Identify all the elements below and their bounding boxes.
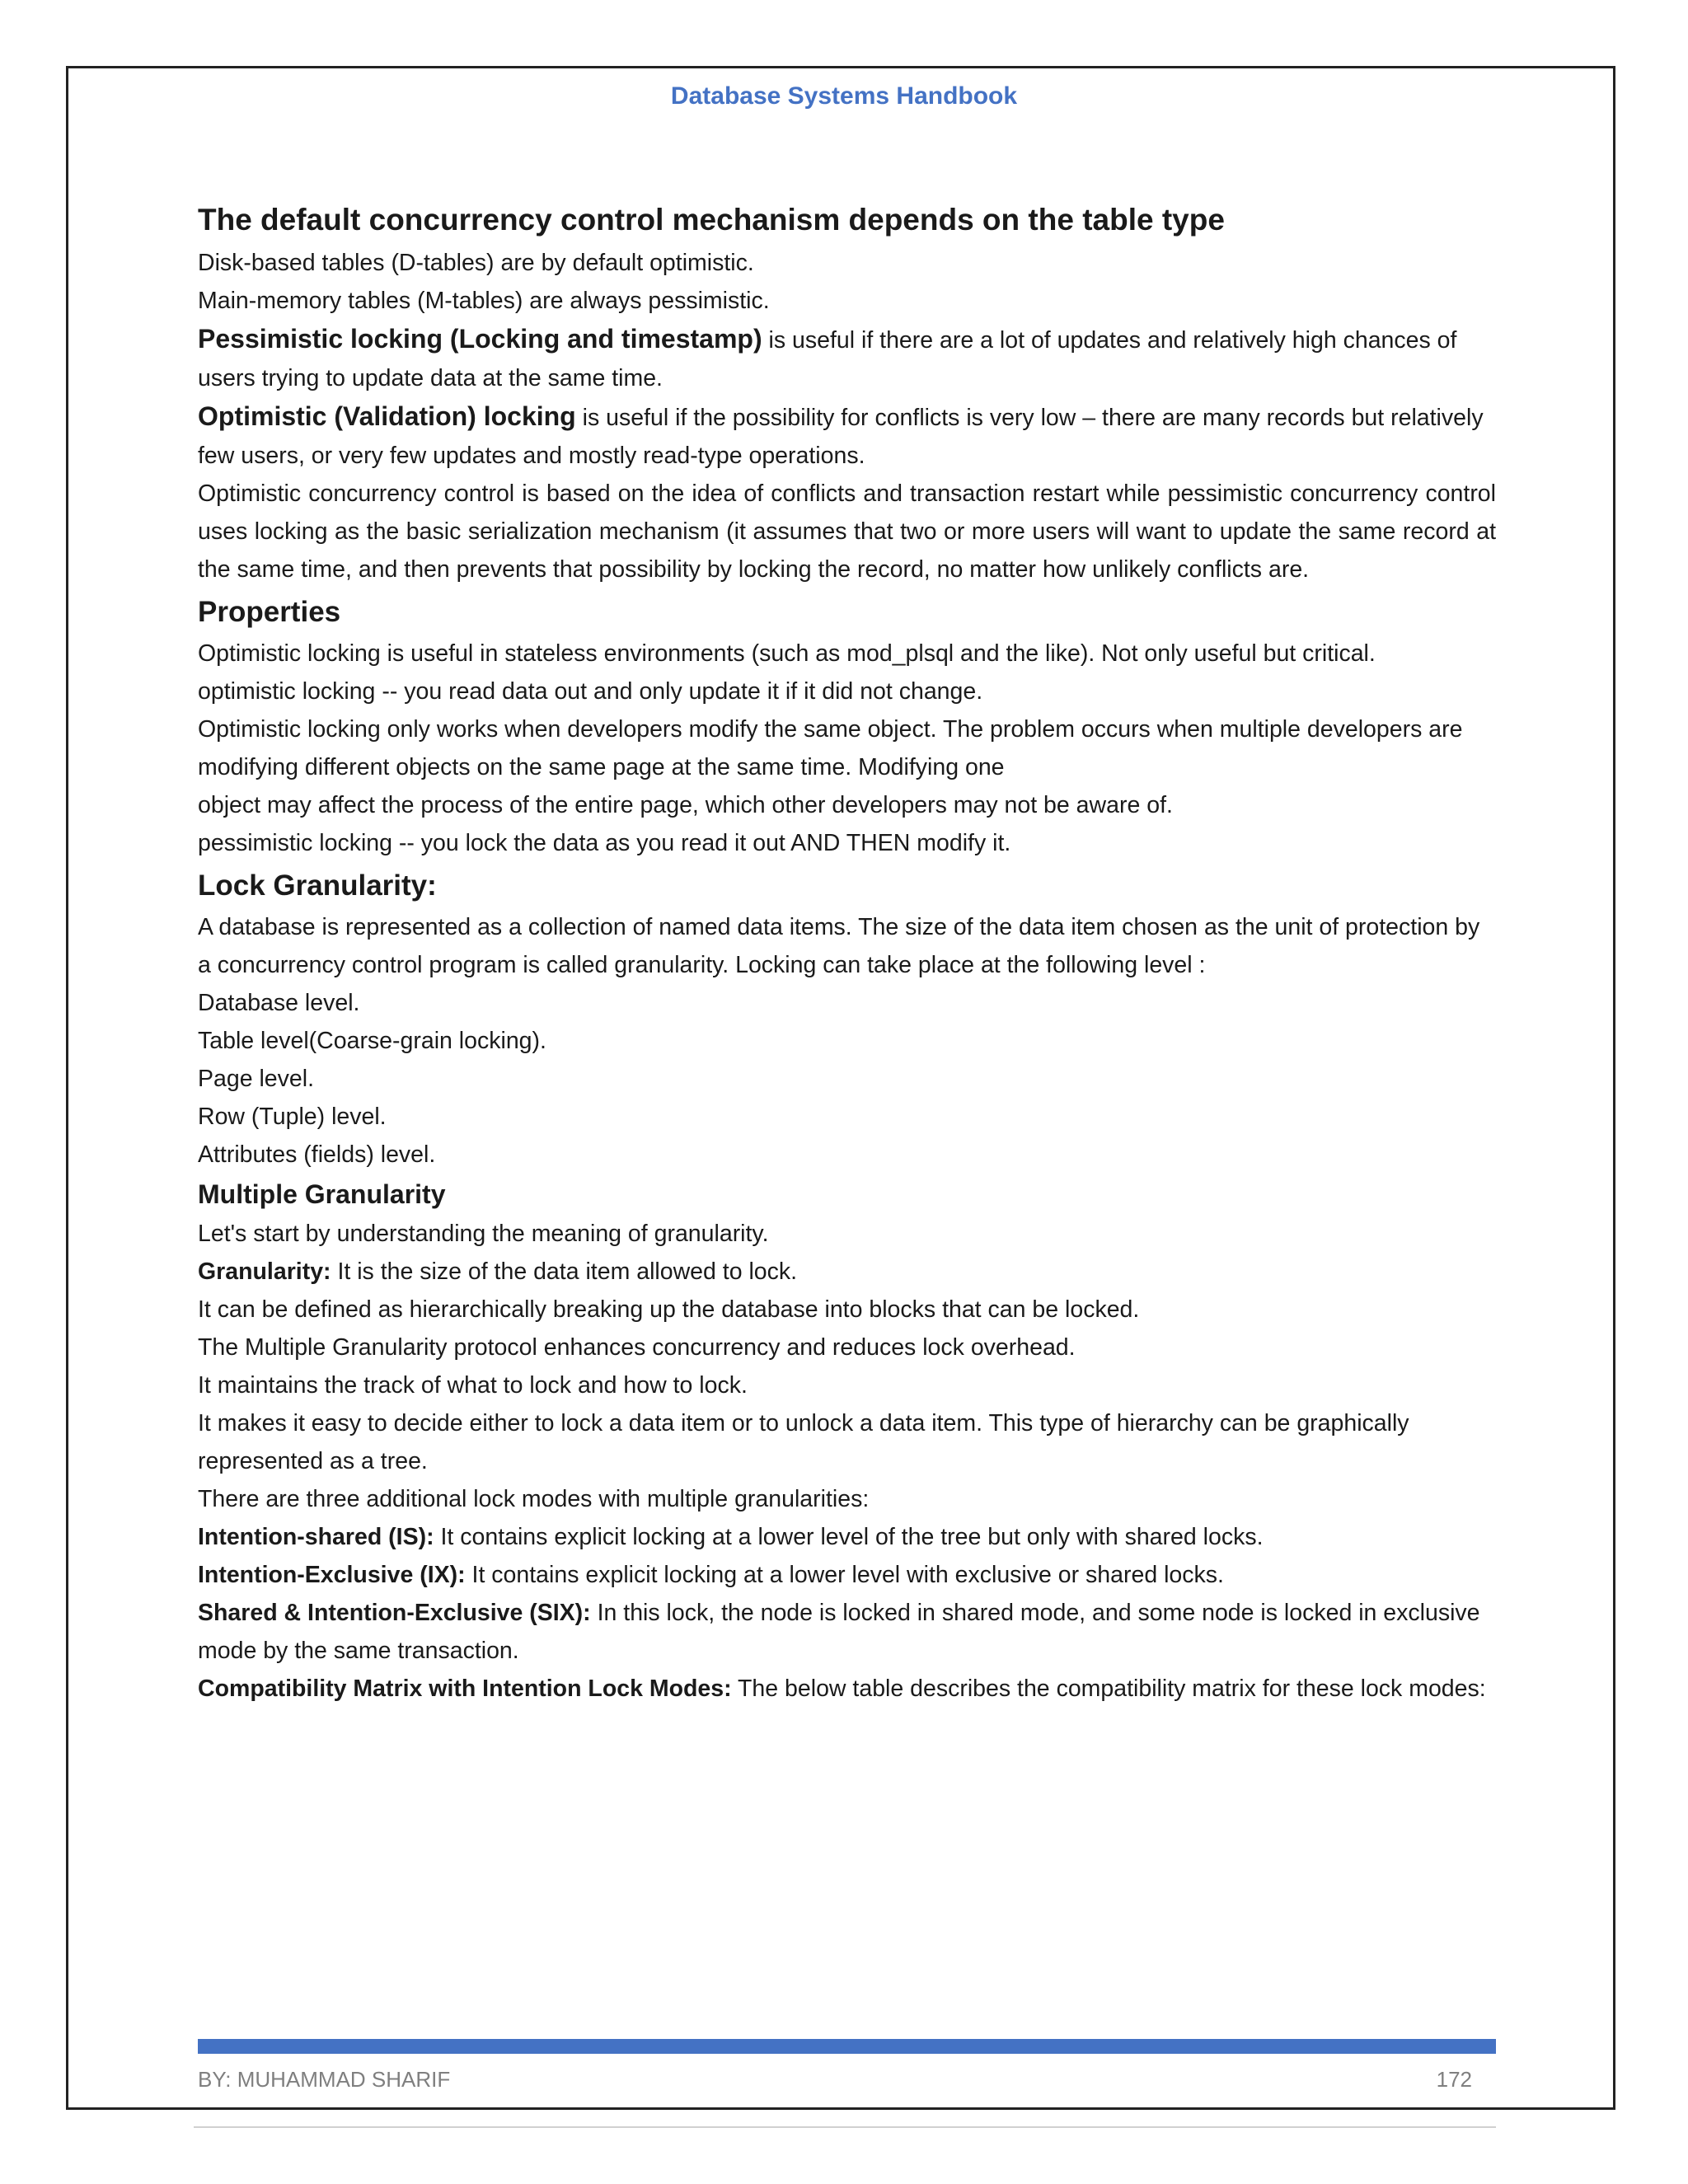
paragraph: optimistic locking -- you read data out and only update it if it did not change. <box>198 678 983 705</box>
paragraph: pessimistic locking -- you lock the data as you read it out AND THEN modify it. <box>198 830 1011 856</box>
paragraph: Main-memory tables (M-tables) are always pessimistic. <box>198 288 770 314</box>
list-item: Row (Tuple) level. <box>198 1104 387 1130</box>
paragraph-text: It is the size of the data item allowed to lock. <box>331 1258 798 1285</box>
term: Intention-shared (IS): <box>198 1524 434 1550</box>
paragraph: It makes it easy to decide either to lock a data item or to unlock a data item. This type of hierarchy can be graphically represented as a tree. <box>198 1410 1409 1474</box>
section-heading-default-concurrency: The default concurrency control mechanism depends on the table type <box>198 203 1225 237</box>
paragraph-text: It contains explicit locking at a lower level of the tree but only with shared locks. <box>434 1524 1264 1550</box>
list-item: Table level(Coarse-grain locking). <box>198 1028 546 1054</box>
paragraph: Disk-based tables (D-tables) are by default optimistic. <box>198 250 754 276</box>
paragraph: It can be defined as hierarchically breaking up the database into blocks that can be locked. <box>198 1296 1140 1323</box>
paragraph-granularity <box>198 1253 1496 1291</box>
term: Compatibility Matrix with Intention Lock Modes: <box>198 1675 732 1702</box>
paragraph: The Multiple Granularity protocol enhances concurrency and reduces lock overhead. <box>198 1334 1076 1361</box>
list-item: Database level. <box>198 990 360 1016</box>
footer-author: BY: MUHAMMAD SHARIF <box>198 2067 451 2092</box>
paragraph-text: is useful if the possibility for conflicts is very low – there are many records but relatively few users, or very few updates and mostly read-type operations. <box>198 405 1484 469</box>
term: Intention-Exclusive (IX): <box>198 1562 466 1588</box>
paragraph: Let's start by understanding the meaning of granularity. <box>198 1221 769 1247</box>
bottom-rule <box>194 2126 1496 2128</box>
section-heading-lock-granularity: Lock Granularity: <box>198 869 437 902</box>
paragraph-text: is useful if there are a lot of updates and relatively high chances of users trying to update data at the same time. <box>198 327 1457 391</box>
paragraph: Optimistic locking is useful in stateless environments (such as mod_plsql and the like). Not only useful but critical. <box>198 640 1376 667</box>
paragraph-ix <box>198 1556 1496 1594</box>
page-number: 172 <box>1436 2067 1472 2092</box>
paragraph-optimistic <box>198 397 1496 475</box>
paragraph: There are three additional lock modes with multiple granularities: <box>198 1486 870 1512</box>
section-heading-multiple-granularity: Multiple Granularity <box>198 1179 446 1209</box>
paragraph-text: It contains explicit locking at a lower level with exclusive or shared locks. <box>465 1562 1224 1588</box>
term: Granularity: <box>198 1258 331 1285</box>
paragraph-text: In this lock, the node is locked in shared mode, and some node is locked in exclusive mode by the same transaction. <box>198 1600 1480 1664</box>
paragraph: A database is represented as a collection of named data items. The size of the data item chosen as the unit of protection by a concurrency control program is called granularity. Locking can take place at the following level : <box>198 914 1480 978</box>
paragraph-is <box>198 1518 1496 1556</box>
list-item: Page level. <box>198 1066 315 1092</box>
paragraph: object may affect the process of the entire page, which other developers may not be aware of. <box>198 792 1173 818</box>
lead-term: Optimistic (Validation) locking <box>198 401 576 431</box>
paragraph-pessimistic <box>198 320 1496 397</box>
page-content <box>198 198 1496 1708</box>
paragraph: Optimistic concurrency control is based on the idea of conflicts and transaction restart while pessimistic concurrency control uses locking as the basic serialization mechanism (it assumes that two or more users will want to update the same record at the same time, and then prevents that possibility by locking the record, no matter how unlikely conflicts are. <box>198 480 1496 583</box>
lead-term: Pessimistic locking (Locking and timestamp) <box>198 324 762 354</box>
paragraph-six <box>198 1594 1496 1670</box>
term: Shared & Intention-Exclusive (SIX): <box>198 1600 591 1626</box>
paragraph: Optimistic locking only works when developers modify the same object. The problem occurs when multiple developers are modifying different objects on the same page at the same time. Modifying one <box>198 716 1463 780</box>
running-header: Database Systems Handbook <box>670 82 1018 110</box>
footer-bar <box>198 2039 1496 2054</box>
section-heading-properties: Properties <box>198 596 341 628</box>
paragraph: It maintains the track of what to lock and how to lock. <box>198 1372 748 1399</box>
paragraph-compatibility <box>198 1670 1496 1708</box>
paragraph-text: The below table describes the compatibility matrix for these lock modes: <box>731 1675 1486 1702</box>
list-item: Attributes (fields) level. <box>198 1141 436 1168</box>
